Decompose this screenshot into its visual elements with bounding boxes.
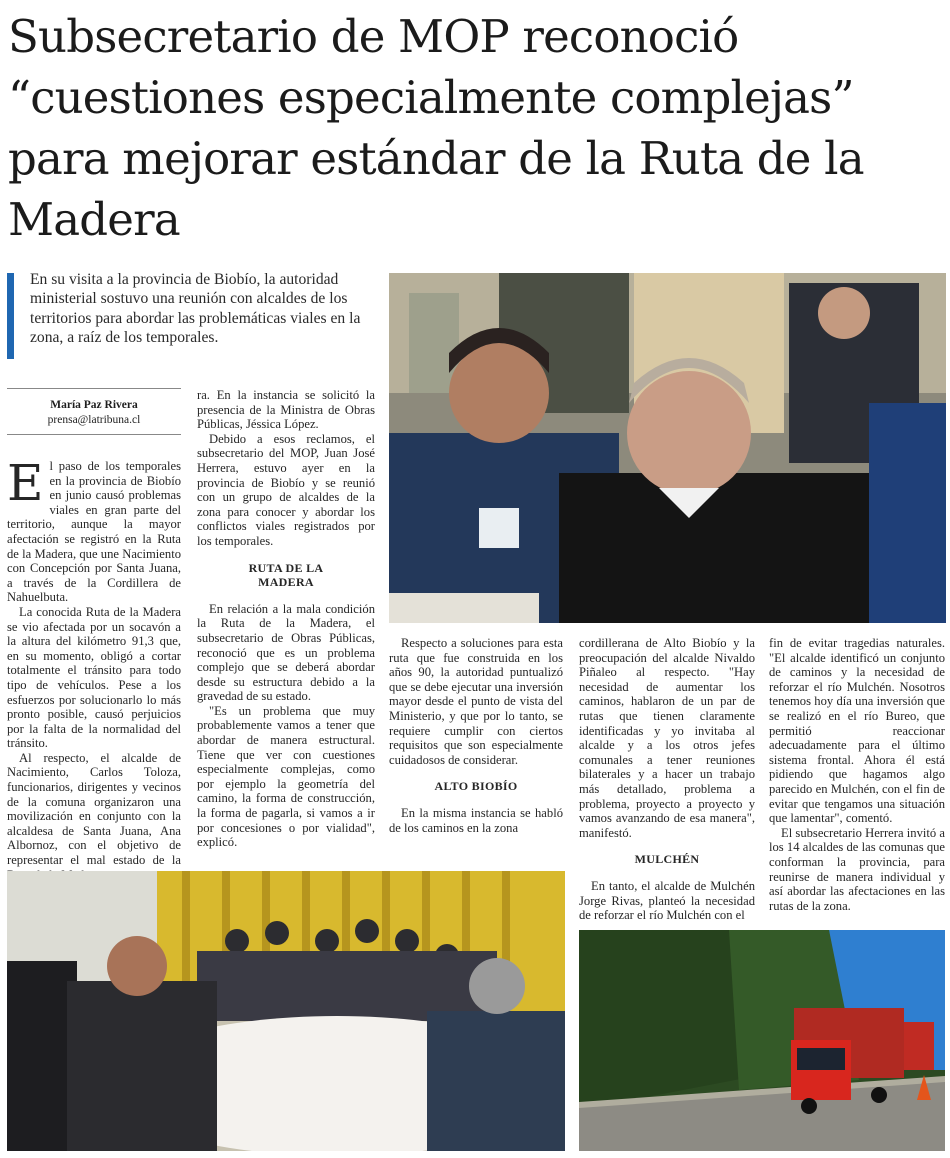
body-paragraph: Respecto a soluciones para esta ruta que fue construida en los años 90, la autoridad puntualizó que se debe ejecutar una inversión mayor desde el punto de vista del Ministerio, y que por lo tanto, se requiere cumplir con ciertos requisitos que son especialmente cuidadosos de considerar. [389,636,563,767]
body-paragraph: ra. En la instancia se solicitó la presencia de la Ministra de Obras Públicas, Jéssica López. [197,388,375,432]
body-column-4 [579,636,755,923]
body-paragraph: cordillerana de Alto Biobío y la preocupación del alcalde Nivaldo Piñaleo al respecto. "Hay necesidad de aumentar los caminos, hablaron de un par de rutas que tienen claramente identificadas y yo invitaba al alcalde y a los otros jefes comunales a tener reuniones bilaterales y a hacer un trabajo más detallado, problema a problema, proyecto a proyecto y vamos avanzando de esa manera", manifestó. [579,636,755,840]
body-paragraph: En relación a la mala condición la Ruta de la Madera, el subsecretario de Obras Públicas, reconoció que es un problema complejo que se deberá abordar desde su estructura debido a la gravedad de su estado. [197,601,375,704]
body-column-1 [7,454,181,882]
byline [7,388,181,435]
lead-accent-bar [7,273,14,359]
body-paragraph: La conocida Ruta de la Madera se vio afectada por un socavón a la altura del kilómetro 91,3 que, en su momento, obligó a cortar totalmente el tránsito para todo tipo de vehículos. Pese a los esfuerzos por solucionarlo lo más pronto posible, causó perjuicios por la falta de la normalidad del tránsito. [7,604,181,751]
subheading-ruta-de-la-madera: RUTA DE LA MADERA [248,560,324,590]
body-column-2 [197,388,375,850]
headline: Subsecretario de MOP reconoció “cuestiones especialmente complejas” para mejorar estándar de la Ruta de la Madera [8,10,864,246]
body-column-5 [769,636,945,913]
photo-truck-road [579,930,945,1151]
body-paragraph: "Es un problema que muy probablemente vamos a tener que abordar de manera estructural. Tiene que ver con cuestiones especialmente complejas, como por ejemplo la geometría del camino, la forma de construcción, la forma de pagarla, si vamos a ir por concesiones o por vialidad", explicó. [197,703,375,850]
lead-paragraph: En su visita a la provincia de Biobío, la autoridad ministerial sostuvo una reunión con alcaldes de los territorios para abordar las problemáticas viales en la zona, a raíz de los temporales. [30,271,361,347]
photo-officials-meeting [389,273,946,623]
drop-cap: E [7,454,44,512]
body-text: l paso de los temporales en la provincia de Biobío en junio causó problemas viales en gran parte del territorio, aunque la mayor afectación se registró en la Ruta de la Madera, que une Nacimiento con Concepción por Santa Juana, a través de la Cordillera de Nahuelbuta. [7,459,181,605]
body-column-3 [389,636,563,835]
author-name: María Paz Rivera [50,399,138,411]
body-paragraph: En la misma instancia se habló de los caminos en la zona [389,805,563,835]
subheading-alto-biobio: ALTO BIOBÍO [434,779,518,794]
body-paragraph [7,454,181,605]
body-paragraph: Debido a esos reclamos, el subsecretario del MOP, Juan José Herrera, estuvo ayer en la provincia de Biobío y se reunió con un grupo de alcaldes de la zona para conocer y abordar los conflictos viales registrados por los temporales. [197,431,375,548]
subheading-mulchen: MULCHÉN [634,852,700,867]
body-paragraph: fin de evitar tragedias naturales. "El alcalde identificó un conjunto de caminos y la necesidad de reforzar el río Mulchén. Nosotros tenemos hoy día una inversión que se realizó en el río Bureo, que permitió reaccionar adecuadamente para el último sistema frontal. Ahora él está pidiendo que hagamos algo parecido en Mulchén, con el fin de evitar que tengamos una situación que lamentar", comentó. [769,636,945,826]
body-paragraph: En tanto, el alcalde de Mulchén Jorge Rivas, planteó la necesidad de reforzar el río Mulchén con el [579,878,755,923]
photo-meeting-room [7,871,565,1151]
author-email[interactable]: prensa@latribuna.cl [47,414,141,426]
body-paragraph: Al respecto, el alcalde de Nacimiento, Carlos Toloza, funcionarios, dirigentes y vecinos de la comuna organizaron una movilización en conjunto con la alcaldesa de Santa Juana, Ana Albornoz, con el objetivo de representar el mal estado de la [7,750,181,868]
body-paragraph: El subsecretario Herrera invitó a los 14 alcaldes de las comunas que conforman la provincia, para reunirse de manera individual y así abordar las afectaciones en las rutas de la zona. [769,825,945,913]
